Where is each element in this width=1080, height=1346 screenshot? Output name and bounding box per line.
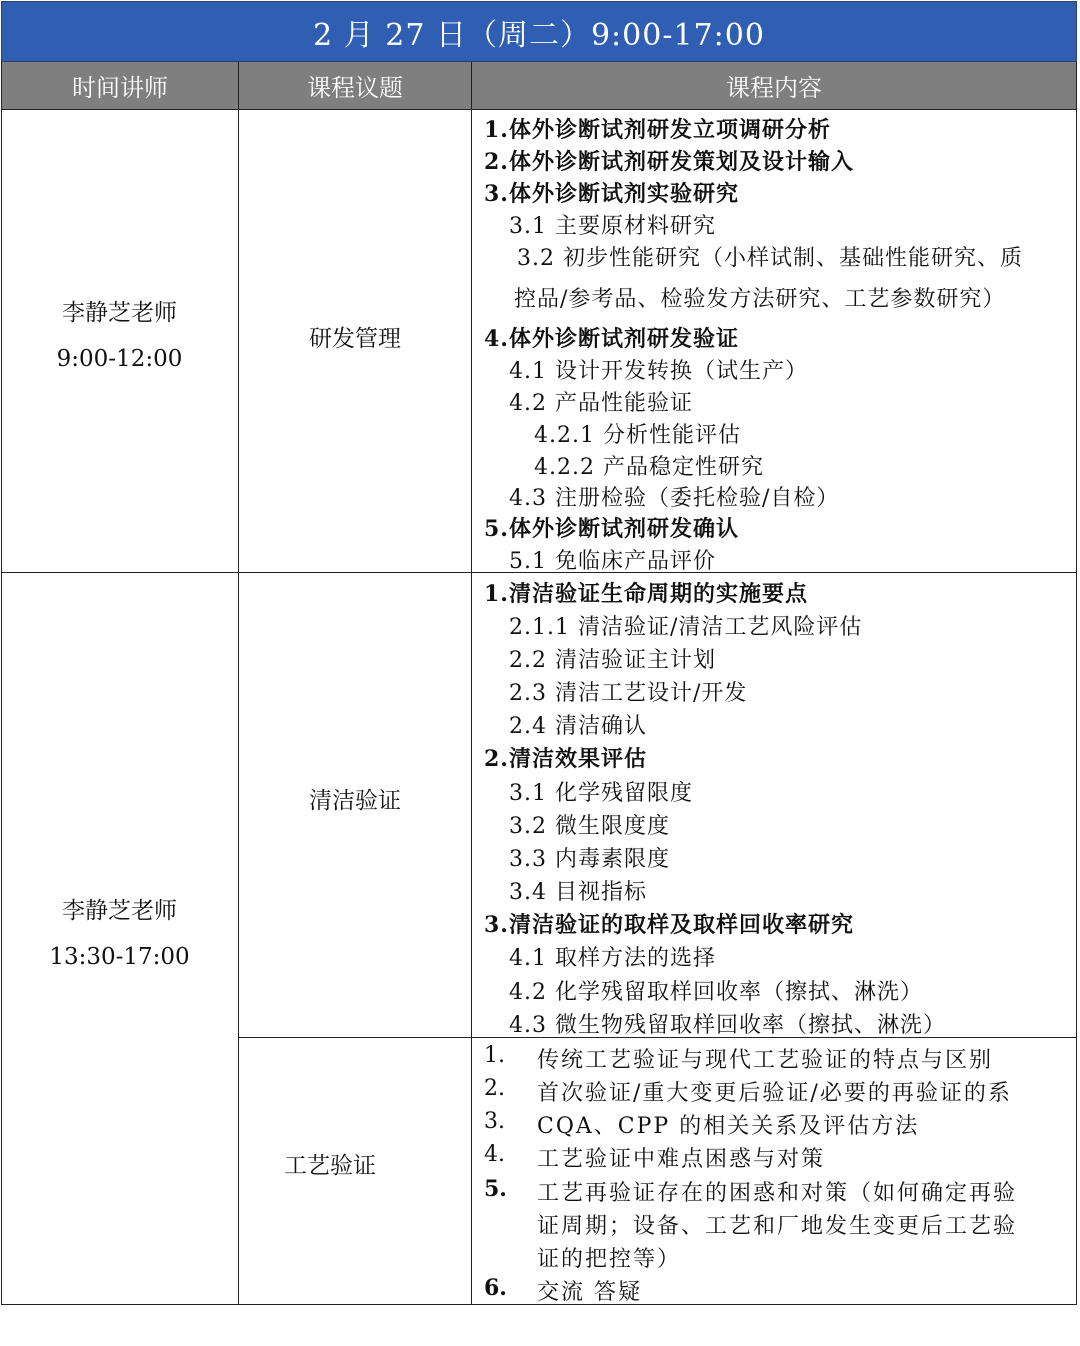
item-number: 1. bbox=[484, 1043, 505, 1068]
content-line: 4.2 产品性能验证 bbox=[509, 391, 693, 416]
content-line: 4.2.2 产品稳定性研究 bbox=[534, 455, 764, 480]
content-line: 4.2 化学残留取样回收率（擦拭、淋洗） bbox=[509, 980, 923, 1005]
content-line: 1.清洁验证生命周期的实施要点 bbox=[484, 581, 808, 607]
item-number: 2. bbox=[484, 1076, 505, 1101]
header-course-topic: 课程议题 bbox=[239, 62, 472, 110]
item-text: 首次验证/重大变更后验证/必要的再验证的系 bbox=[537, 1081, 1012, 1106]
row1-teacher-cell bbox=[1, 290, 238, 382]
row2-teacher-cell bbox=[1, 888, 238, 980]
content-line: 2.1.1 清洁验证/清洁工艺风险评估 bbox=[509, 615, 863, 640]
content-line: 3.2 微生限度度 bbox=[509, 814, 670, 839]
session-time: 9:00-12:00 bbox=[56, 346, 183, 372]
item-number: 4. bbox=[484, 1142, 505, 1167]
header-time-teacher: 时间讲师 bbox=[1, 62, 239, 110]
content-line: 2.体外诊断试剂研发策划及设计输入 bbox=[484, 149, 854, 175]
teacher-name: 李静芝老师 bbox=[62, 898, 177, 924]
content-line: 2.4 清洁确认 bbox=[509, 714, 647, 739]
item-text: 工艺验证中难点困惑与对策 bbox=[537, 1147, 826, 1172]
content-line: 3.1 主要原材料研究 bbox=[509, 214, 716, 239]
content-line: 3.4 目视指标 bbox=[509, 880, 647, 905]
table-divider-col2 bbox=[471, 110, 472, 1305]
item-number: 6. bbox=[484, 1275, 507, 1301]
content-line: 4.1 取样方法的选择 bbox=[509, 946, 716, 971]
content-line: 3.体外诊断试剂实验研究 bbox=[484, 181, 739, 207]
item-text: 证周期；设备、工艺和厂地发生变更后工艺验 bbox=[537, 1214, 1018, 1239]
item-number: 3. bbox=[484, 1109, 505, 1134]
content-line: 4.3 微生物残留取样回收率（擦拭、淋洗） bbox=[509, 1013, 946, 1038]
content-line: 3.1 化学残留限度 bbox=[509, 781, 693, 806]
content-line: 5.体外诊断试剂研发确认 bbox=[484, 516, 739, 542]
item-number: 5. bbox=[484, 1176, 507, 1202]
content-line: 2.2 清洁验证主计划 bbox=[509, 648, 716, 673]
teacher-name: 李静芝老师 bbox=[62, 300, 177, 326]
row3-topic: 工艺验证 bbox=[284, 1152, 376, 1179]
content-line: 4.1 设计开发转换（试生产） bbox=[509, 359, 808, 384]
session-time: 13:30-17:00 bbox=[49, 944, 190, 970]
content-line: 1.体外诊断试剂研发立项调研分析 bbox=[484, 117, 831, 143]
content-line: 5.1 免临床产品评价 bbox=[509, 549, 716, 574]
content-line: 3.2 初步性能研究（小样试制、基础性能研究、质 bbox=[517, 246, 1023, 271]
content-line: 4.2.1 分析性能评估 bbox=[534, 423, 741, 448]
content-line: 控品/参考品、检验发方法研究、工艺参数研究） bbox=[514, 287, 1006, 312]
schedule-date-banner: 2 月 27 日（周二）9:00-17:00 bbox=[1, 1, 1077, 62]
item-text: 工艺再验证存在的困惑和对策（如何确定再验 bbox=[537, 1181, 1018, 1206]
content-line: 4.3 注册检验（委托检验/自检） bbox=[509, 486, 840, 511]
item-text: 交流 答疑 bbox=[537, 1280, 642, 1305]
item-text: 传统工艺验证与现代工艺验证的特点与区别 bbox=[537, 1048, 994, 1073]
content-line: 3.3 内毒素限度 bbox=[509, 847, 670, 872]
table-border-right bbox=[1076, 110, 1077, 1305]
row2-topic: 清洁验证 bbox=[309, 787, 401, 814]
header-course-content: 课程内容 bbox=[472, 62, 1077, 110]
row1-topic: 研发管理 bbox=[309, 325, 401, 352]
table-divider-col1 bbox=[238, 110, 239, 1305]
content-line: 2.清洁效果评估 bbox=[484, 746, 647, 772]
item-text: CQA、CPP 的相关关系及评估方法 bbox=[537, 1114, 920, 1139]
content-line: 4.体外诊断试剂研发验证 bbox=[484, 326, 739, 352]
content-line: 3.清洁验证的取样及取样回收率研究 bbox=[484, 912, 854, 938]
item-text: 证的把控等） bbox=[537, 1247, 682, 1272]
content-line: 2.3 清洁工艺设计/开发 bbox=[509, 681, 748, 706]
